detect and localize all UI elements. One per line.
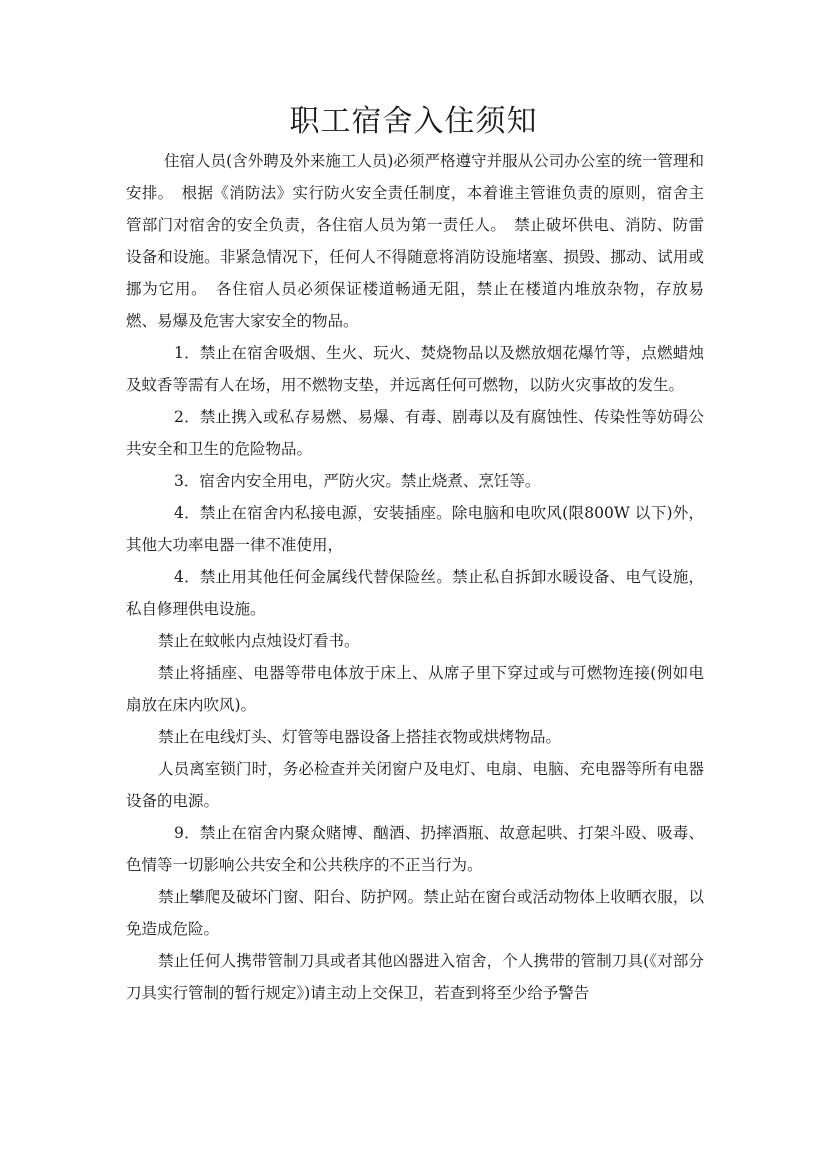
rule-paragraph-leaving: 人员离室锁门时，务必检查并关闭窗户及电灯、电扇、电脑、充电器等所有电器设备的电源。 xyxy=(126,760,704,810)
rule-paragraph-climbing: 禁止攀爬及破坏门窗、阳台、防护网。禁止站在窗台或活动物体上收晒衣服，以免造成危险。 xyxy=(126,888,704,938)
rule-paragraph-mosquito-net: 禁止在蚊帐内点烛设灯看书。 xyxy=(158,632,360,650)
rule-paragraph-4b: 4．禁止用其他任何金属线代替保险丝。禁止私自拆卸水暖设备、电气设施，私自修理供电设施。 xyxy=(126,568,704,618)
rule-paragraph-3: 3．宿舍内安全用电，严防火灾。禁止烧煮、烹饪等。 xyxy=(174,472,541,490)
rule-paragraph-2: 2．禁止携入或私存易燃、易爆、有毒、剧毒以及有腐蚀性、传染性等妨碍公共安全和卫生的危险物品。 xyxy=(126,408,704,458)
rule-paragraph-sockets: 禁止将插座、电器等带电体放于床上、从席子里下穿过或与可燃物连接(例如电扇放在床内吹风)。 xyxy=(126,664,704,714)
rule-paragraph-knives: 禁止任何人携带管制刀具或者其他凶器进入宿舍，个人携带的管制刀具(《对部分刀具实行管制的暂行规定》)请主动上交保卫，若查到将至少给予警告 xyxy=(126,952,704,1002)
rule-paragraph-9: 9．禁止在宿舍内聚众赌博、酗酒、扔摔酒瓶、故意起哄、打架斗殴、吸毒、色情等一切影响公共安全和公共秩序的不正当行为。 xyxy=(126,824,704,874)
rule-paragraph-1: 1．禁止在宿舍吸烟、生火、玩火、焚烧物品以及燃放烟花爆竹等，点燃蜡烛及蚊香等需有人在场，用不燃物支垫，并远离任何可燃物，以防火灾事故的发生。 xyxy=(126,344,704,394)
intro-paragraph: 住宿人员(含外聘及外来施工人员)必须严格遵守并服从公司办公室的统一管理和安排。 根据《消防法》实行防火安全责任制度，本着谁主管谁负责的原则，宿舍主管部门对宿舍的安全负责，各住宿人员为第一责任人。 禁止破坏供电、消防、防雷设备和设施。非紧急情况下，任何人不得随意将消防设施堵塞、损毁、挪动、试用或挪为它用。 各住宿人员必须保证楼道畅通无阻，禁止在楼道内堆放杂物，存放易燃、易爆及危害大家安全的物品。 xyxy=(126,152,704,330)
document-title: 职工宿舍入住须知 xyxy=(289,104,538,139)
rule-paragraph-wires: 禁止在电线灯头、灯管等电器设备上搭挂衣物或烘烤物品。 xyxy=(158,728,562,746)
rule-paragraph-4: 4．禁止在宿舍内私接电源，安装插座。除电脑和电吹风(限800W 以下)外，其他大功率电器一律不准使用， xyxy=(126,504,704,554)
document-body xyxy=(126,145,704,1009)
